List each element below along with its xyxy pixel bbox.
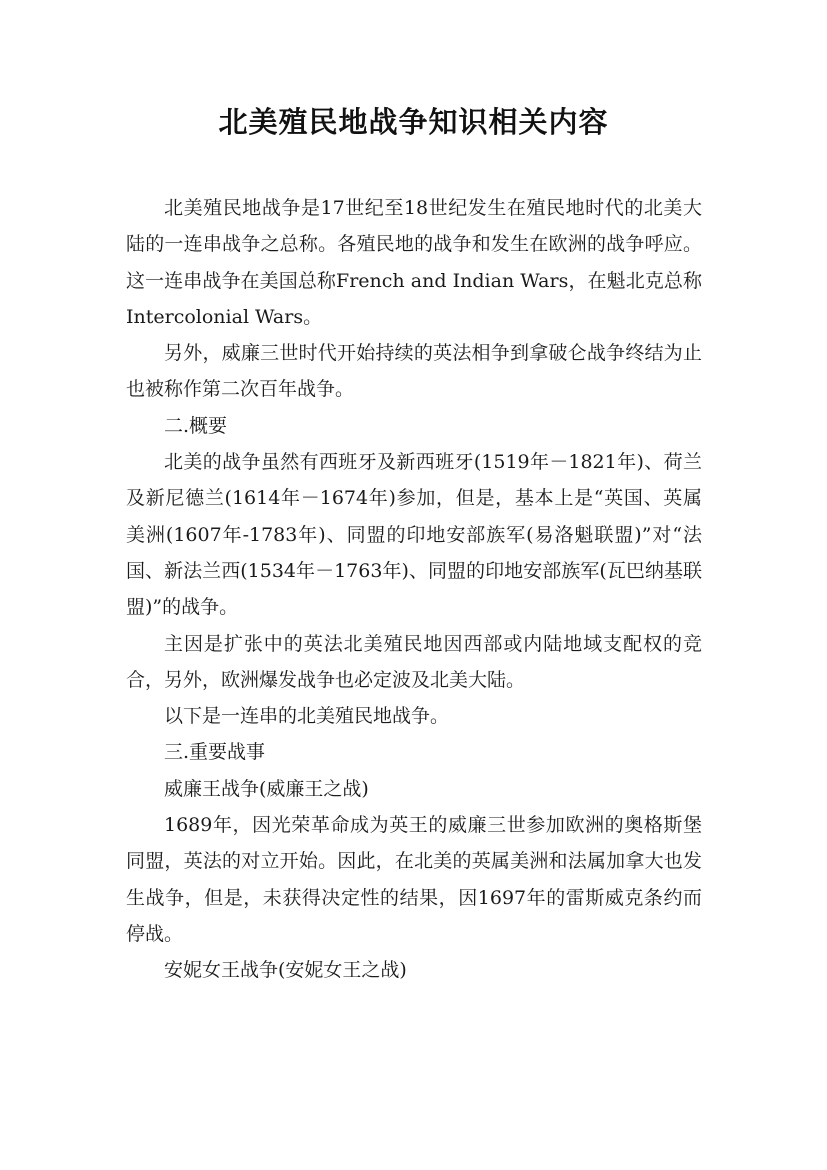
- section-heading-overview: 二.概要: [164, 414, 228, 437]
- paragraph-intro: 北美殖民地战争是17世纪至18世纪发生在殖民地时代的北美大陆的一连串战争之总称。各殖民地的战争和发生在欧洲的战争呼应。这一连串战争在美国总称French and Indian Wars，在魁北克总称Intercolonial Wars。: [126, 197, 702, 328]
- section-heading-major-wars: 三.重要战事: [164, 741, 266, 764]
- document-body: [126, 190, 702, 989]
- paragraph-king-williams-war: 1689年，因光荣革命成为英王的威廉三世参加欧洲的奥格斯堡同盟，英法的对立开始。因此，在北美的英属美洲和法属加拿大也发生战争，但是，未获得决定性的结果，因1697年的雷斯威克条约而停战。: [126, 814, 702, 945]
- paragraph-list-intro: 以下是一连串的北美殖民地战争。: [164, 705, 450, 728]
- paragraph-cause: 主因是扩张中的英法北美殖民地因西部或内陆地域支配权的竞合，另外，欧洲爆发战争也必定波及北美大陆。: [126, 632, 702, 691]
- subheading-king-williams-war: 威廉王战争(威廉王之战): [164, 777, 369, 800]
- subheading-queen-annes-war: 安妮女王战争(安妮女王之战): [164, 959, 407, 982]
- paragraph-overview: 北美的战争虽然有西班牙及新西班牙(1519年－1821年)、荷兰及新尼德兰(1614年－1674年)参加，但是，基本上是“英国、英属美洲(1607年-1783年)、同盟的印地安部族军(易洛魁联盟)”对“法国、新法兰西(1534年－1763年)、同盟的印地安部族军(瓦巴纳基联盟)”的战争。: [126, 451, 702, 619]
- page-title: 北美殖民地战争知识相关内容: [218, 105, 609, 139]
- paragraph-second-hundred-years-war: 另外，威廉三世时代开始持续的英法相争到拿破仑战争终结为止也被称作第二次百年战争。: [126, 342, 702, 401]
